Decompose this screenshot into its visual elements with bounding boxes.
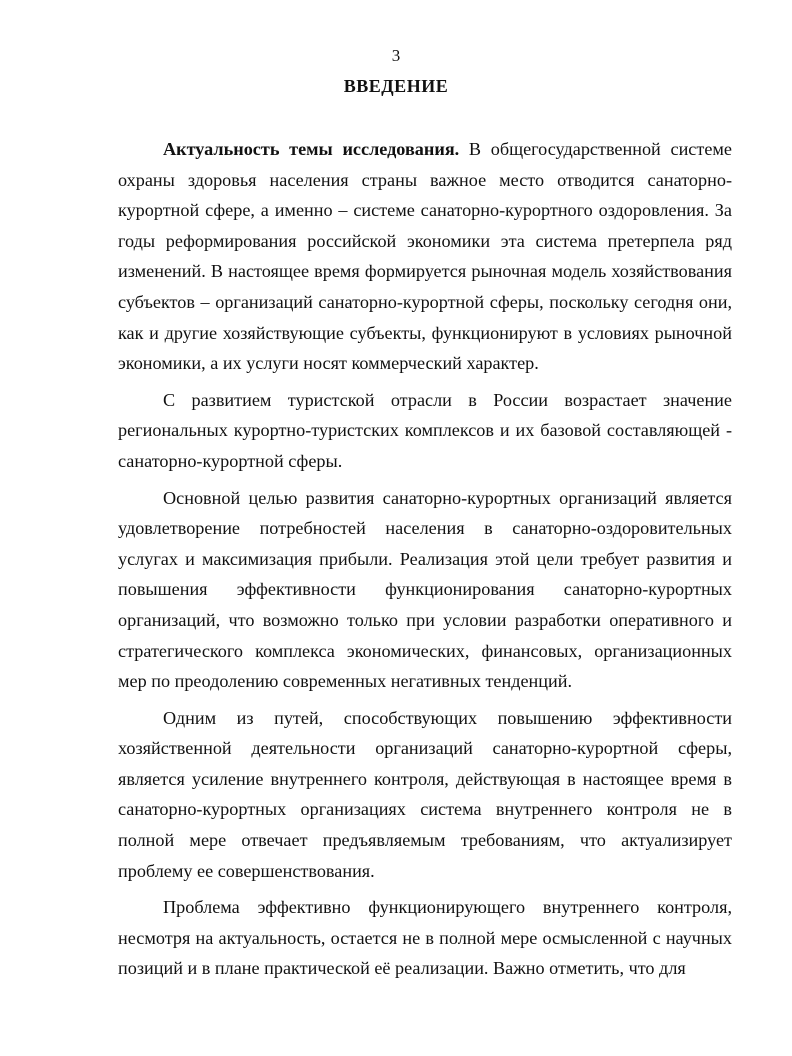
paragraph-tourism: С развитием туристской отрасли в России возрастает значение региональных курортно-туристских комплексов и их базовой составляющей - санаторно-курортной сферы. (118, 389, 732, 471)
paragraph-text: В общегосударственной системе охраны здоровья населения страны важное место отводится санаторно-курортной сфере, а именно – системе санаторно-курортного оздоровления. За годы реформирования российской экономики эта система претерпела ряд изменений. В настоящее время формируется рыночная модель хозяйствования субъектов – организаций санаторно-курортной сферы, поскольку сегодня они, как и другие хозяйствующие субъекты, функционируют в условиях рыночной экономики, а их услуги носят коммерческий характер. (118, 139, 732, 374)
paragraph-main-goal: Основной целью развития санаторно-курортных организаций является удовлетворение потребностей населения в санаторно-оздоровительных услугах и максимизация прибыли. Реализация этой цели требует развития и повышения эффективности функционирования санаторно-курортных организаций, что возможно только при условии разработки оперативного и стратегического комплекса экономических, финансовых, организационных мер по преодолению современных негативных тенденций. (118, 487, 732, 692)
section-heading: ВВЕДЕНИЕ (343, 76, 449, 96)
paragraph-relevance (118, 134, 732, 379)
page-number: 3 (391, 46, 401, 65)
body-text (118, 134, 732, 984)
paragraph-problem: Проблема эффективно функционирующего внутреннего контроля, несмотря на актуальность, остается не в полной мере осмысленной с научных позиций и в плане практической её реализации. Важно отметить, что для (118, 897, 732, 979)
paragraph-lead: Актуальность темы исследования. (163, 139, 460, 159)
paragraph-internal-control: Одним из путей, способствующих повышению эффективности хозяйственной деятельности организаций санаторно-курортной сферы, является усиление внутреннего контроля, действующая в настоящее время в санаторно-курортных организациях система внутреннего контроля не в полной мере отвечает предъявляемым требованиям, что актуализирует проблему ее совершенствования. (118, 707, 732, 881)
